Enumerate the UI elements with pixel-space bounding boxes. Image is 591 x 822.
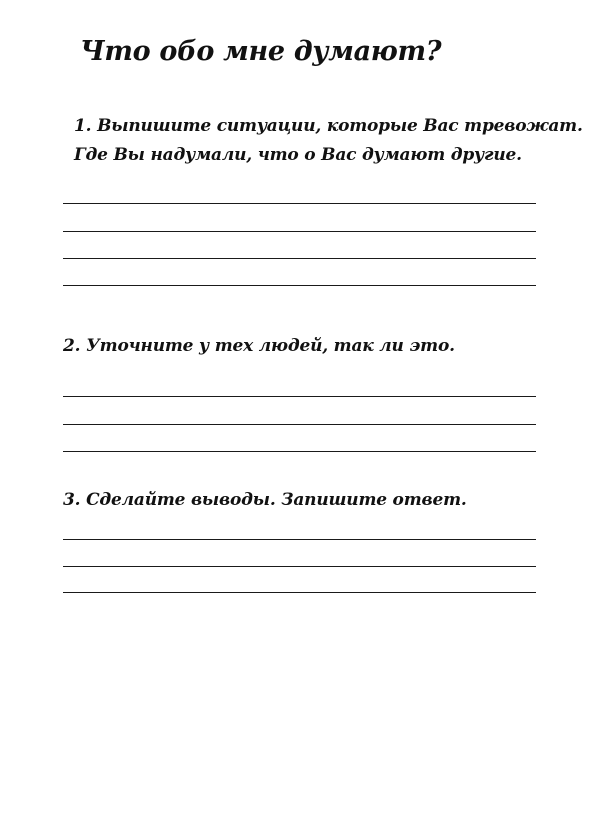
question-1-text-line-2: Где Вы надумали, что о Вас думают другие.: [74, 145, 522, 165]
question-1-text-line-1: 1. Выпишите ситуации, которые Вас тревожат.: [74, 116, 583, 136]
answer-line: [63, 566, 536, 567]
answer-line: [63, 396, 536, 397]
answer-line: [63, 451, 536, 452]
page-title: Что обо мне думают?: [80, 36, 442, 67]
answer-line: [63, 258, 536, 259]
answer-line: [63, 539, 536, 540]
answer-line: [63, 203, 536, 204]
answer-line: [63, 592, 536, 593]
answer-line: [63, 231, 536, 232]
question-3-text: 3. Сделайте выводы. Запишите ответ.: [63, 490, 467, 510]
answer-line: [63, 424, 536, 425]
answer-line: [63, 285, 536, 286]
question-2-text: 2. Уточните у тех людей, так ли это.: [63, 336, 455, 356]
